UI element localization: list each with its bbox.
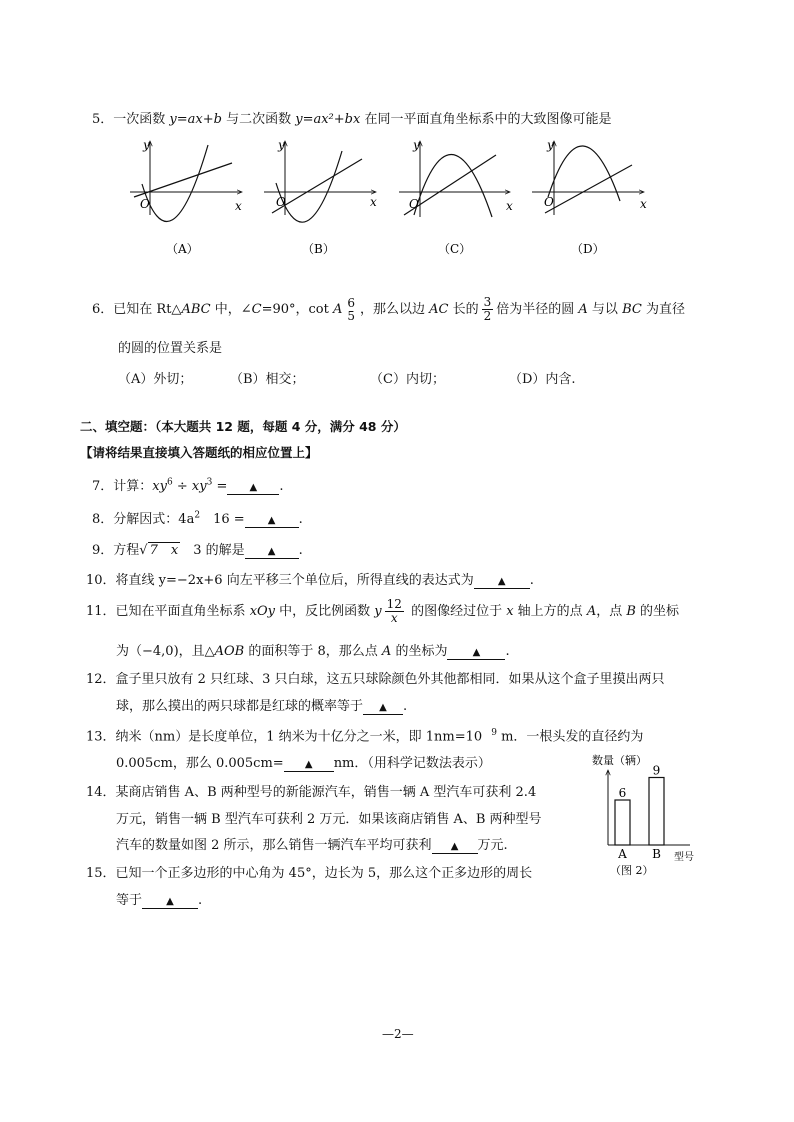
q11-answer-blank[interactable]: ▲ bbox=[447, 647, 505, 660]
q12-answer-blank[interactable]: ▲ bbox=[363, 702, 403, 715]
figure2-bar-chart bbox=[580, 748, 710, 884]
q9: 9．方程√ 7 x 3 的解是 ▲ . bbox=[92, 543, 303, 558]
q5-graphs bbox=[120, 133, 660, 261]
q13-answer-blank[interactable]: ▲ bbox=[284, 759, 334, 772]
q10: 10．将直线 y=−2x+6 向左平移三个单位后，所得直线的表达式为 ▲ . bbox=[86, 573, 534, 588]
q6-option-d: （D）内含. bbox=[509, 372, 576, 387]
svg-text:O: O bbox=[140, 197, 150, 211]
svg-text:x: x bbox=[506, 199, 513, 213]
chart-ylabel: 数量（辆） bbox=[592, 754, 647, 767]
chart-xlabel: 型号 bbox=[674, 852, 694, 863]
svg-text:y: y bbox=[143, 138, 150, 152]
svg-text:x: x bbox=[235, 199, 242, 213]
chart-bar-B bbox=[649, 778, 664, 846]
q10-answer-blank[interactable]: ▲ bbox=[474, 576, 530, 589]
q14-line1: 14．某商店销售 A、B 两种型号的新能源汽车，销售一辆 A 型汽车可获利 2.4 bbox=[86, 785, 537, 800]
q6-option-c: （C）内切； bbox=[370, 372, 445, 387]
chart-category-label-A: A bbox=[618, 847, 627, 861]
q8: 8．分解因式：$4a^2$ 16 = ▲ . bbox=[92, 510, 303, 527]
q6-stem-line1: 6．已知在 Rt△ABC 中，∠C=90°，cot A 6 5 ，那么以边 AC 长的 $\frac{3}{2}$ 倍为半径的圆 A 与以 BC 为直径 bbox=[92, 295, 685, 323]
q14-line2: 万元，销售一辆 B 型汽车可获利 2 万元．如果该商店销售 A、B 两种型号 bbox=[116, 812, 542, 827]
svg-text:O: O bbox=[276, 195, 286, 209]
svg-text:y: y bbox=[413, 138, 420, 152]
q15-answer-blank[interactable]: ▲ bbox=[142, 896, 198, 909]
graph-b bbox=[264, 138, 377, 256]
q6-fraction-cot: 6 5 bbox=[347, 295, 355, 323]
q13-line1: 13．纳米（nm）是长度单位，1 纳米为十亿分之一米，即 1nm=10 $^9$ m．一根头发的直径约为 bbox=[86, 728, 644, 745]
q14-line3: 汽车的数量如图 2 所示，那么销售一辆汽车平均可获利 ▲ 万元. bbox=[116, 838, 508, 853]
q7-answer-blank[interactable]: ▲ bbox=[227, 482, 279, 495]
svg-text:O: O bbox=[544, 195, 554, 209]
svg-text:O: O bbox=[409, 197, 419, 211]
graph-a bbox=[130, 138, 242, 256]
sqrt-icon: √ bbox=[139, 543, 148, 558]
page-number: —2— bbox=[382, 1027, 414, 1041]
q7: 7．计算：$xy^6 \div xy^3$ = ▲ . bbox=[92, 477, 284, 494]
chart-caption: （图 2） bbox=[610, 864, 654, 877]
q6-option-b: （B）相交； bbox=[230, 372, 305, 387]
q6-fraction-ratio: $\frac{3}{2}$ bbox=[483, 295, 492, 323]
chart-value-label-A: 6 bbox=[618, 786, 627, 800]
q15-line2: 等于 ▲ . bbox=[116, 893, 203, 908]
svg-text:y: y bbox=[547, 138, 554, 152]
q11-line1: 11．已知在平面直角坐标系 xOy 中，反比例函数 y $\frac{12}{x}$ 的图像经过位于 x 轴上方的点 A，点 B 的坐标 bbox=[86, 597, 680, 625]
q9-answer-blank[interactable]: ▲ bbox=[245, 546, 299, 559]
svg-text:y: y bbox=[278, 138, 285, 152]
q13-line2: 0.005cm，那么 0.005cm= ▲ nm．（用科学记数法表示） bbox=[116, 756, 491, 771]
q5-stem: 5．一次函数 y=ax+b 与二次函数 y=ax²+bx 在同一平面直角坐标系中的大致图像可能是 bbox=[92, 112, 612, 127]
q14-answer-blank[interactable]: ▲ bbox=[432, 841, 478, 854]
q8-answer-blank[interactable]: ▲ bbox=[245, 515, 299, 528]
chart-category-label-B: B bbox=[652, 847, 661, 861]
section2-note: 【请将结果直接填入答题纸的相应位置上】 bbox=[80, 445, 318, 460]
q12-line1: 12．盒子里只放有 2 只红球、3 只白球，这五只球除颜色外其他都相同．如果从这个盒子里摸出两只 bbox=[86, 672, 665, 687]
q6-option-a: （A）外切； bbox=[118, 372, 193, 387]
q6-stem-line2: 的圆的位置关系是 bbox=[118, 341, 223, 356]
chart-value-label-B: 9 bbox=[652, 763, 661, 778]
svg-text:（C）: （C） bbox=[438, 242, 472, 256]
svg-text:（D）: （D） bbox=[571, 242, 605, 256]
svg-text:x: x bbox=[370, 195, 377, 209]
graph-c bbox=[399, 138, 513, 256]
chart-bar-A bbox=[615, 800, 630, 845]
graph-d bbox=[532, 138, 647, 256]
section2-title: 二、填空题：（本大题共 12 题，每题 4 分，满分 48 分） bbox=[80, 419, 406, 434]
svg-text:x: x bbox=[640, 197, 647, 211]
q12-line2: 球，那么摸出的两只球都是红球的概率等于 ▲ . bbox=[116, 699, 408, 714]
q11-fraction: $\frac{12}{x}$ bbox=[386, 597, 402, 625]
q11-line2: 为（−4,0)，且△AOB 的面积等于 8，那么点 A 的坐标为 ▲ . bbox=[116, 644, 510, 659]
svg-text:（B）: （B） bbox=[302, 242, 335, 256]
q15-line1: 15．已知一个正多边形的中心角为 45°，边长为 5，那么这个正多边形的周长 bbox=[86, 866, 533, 881]
svg-text:（A）: （A） bbox=[166, 242, 199, 256]
